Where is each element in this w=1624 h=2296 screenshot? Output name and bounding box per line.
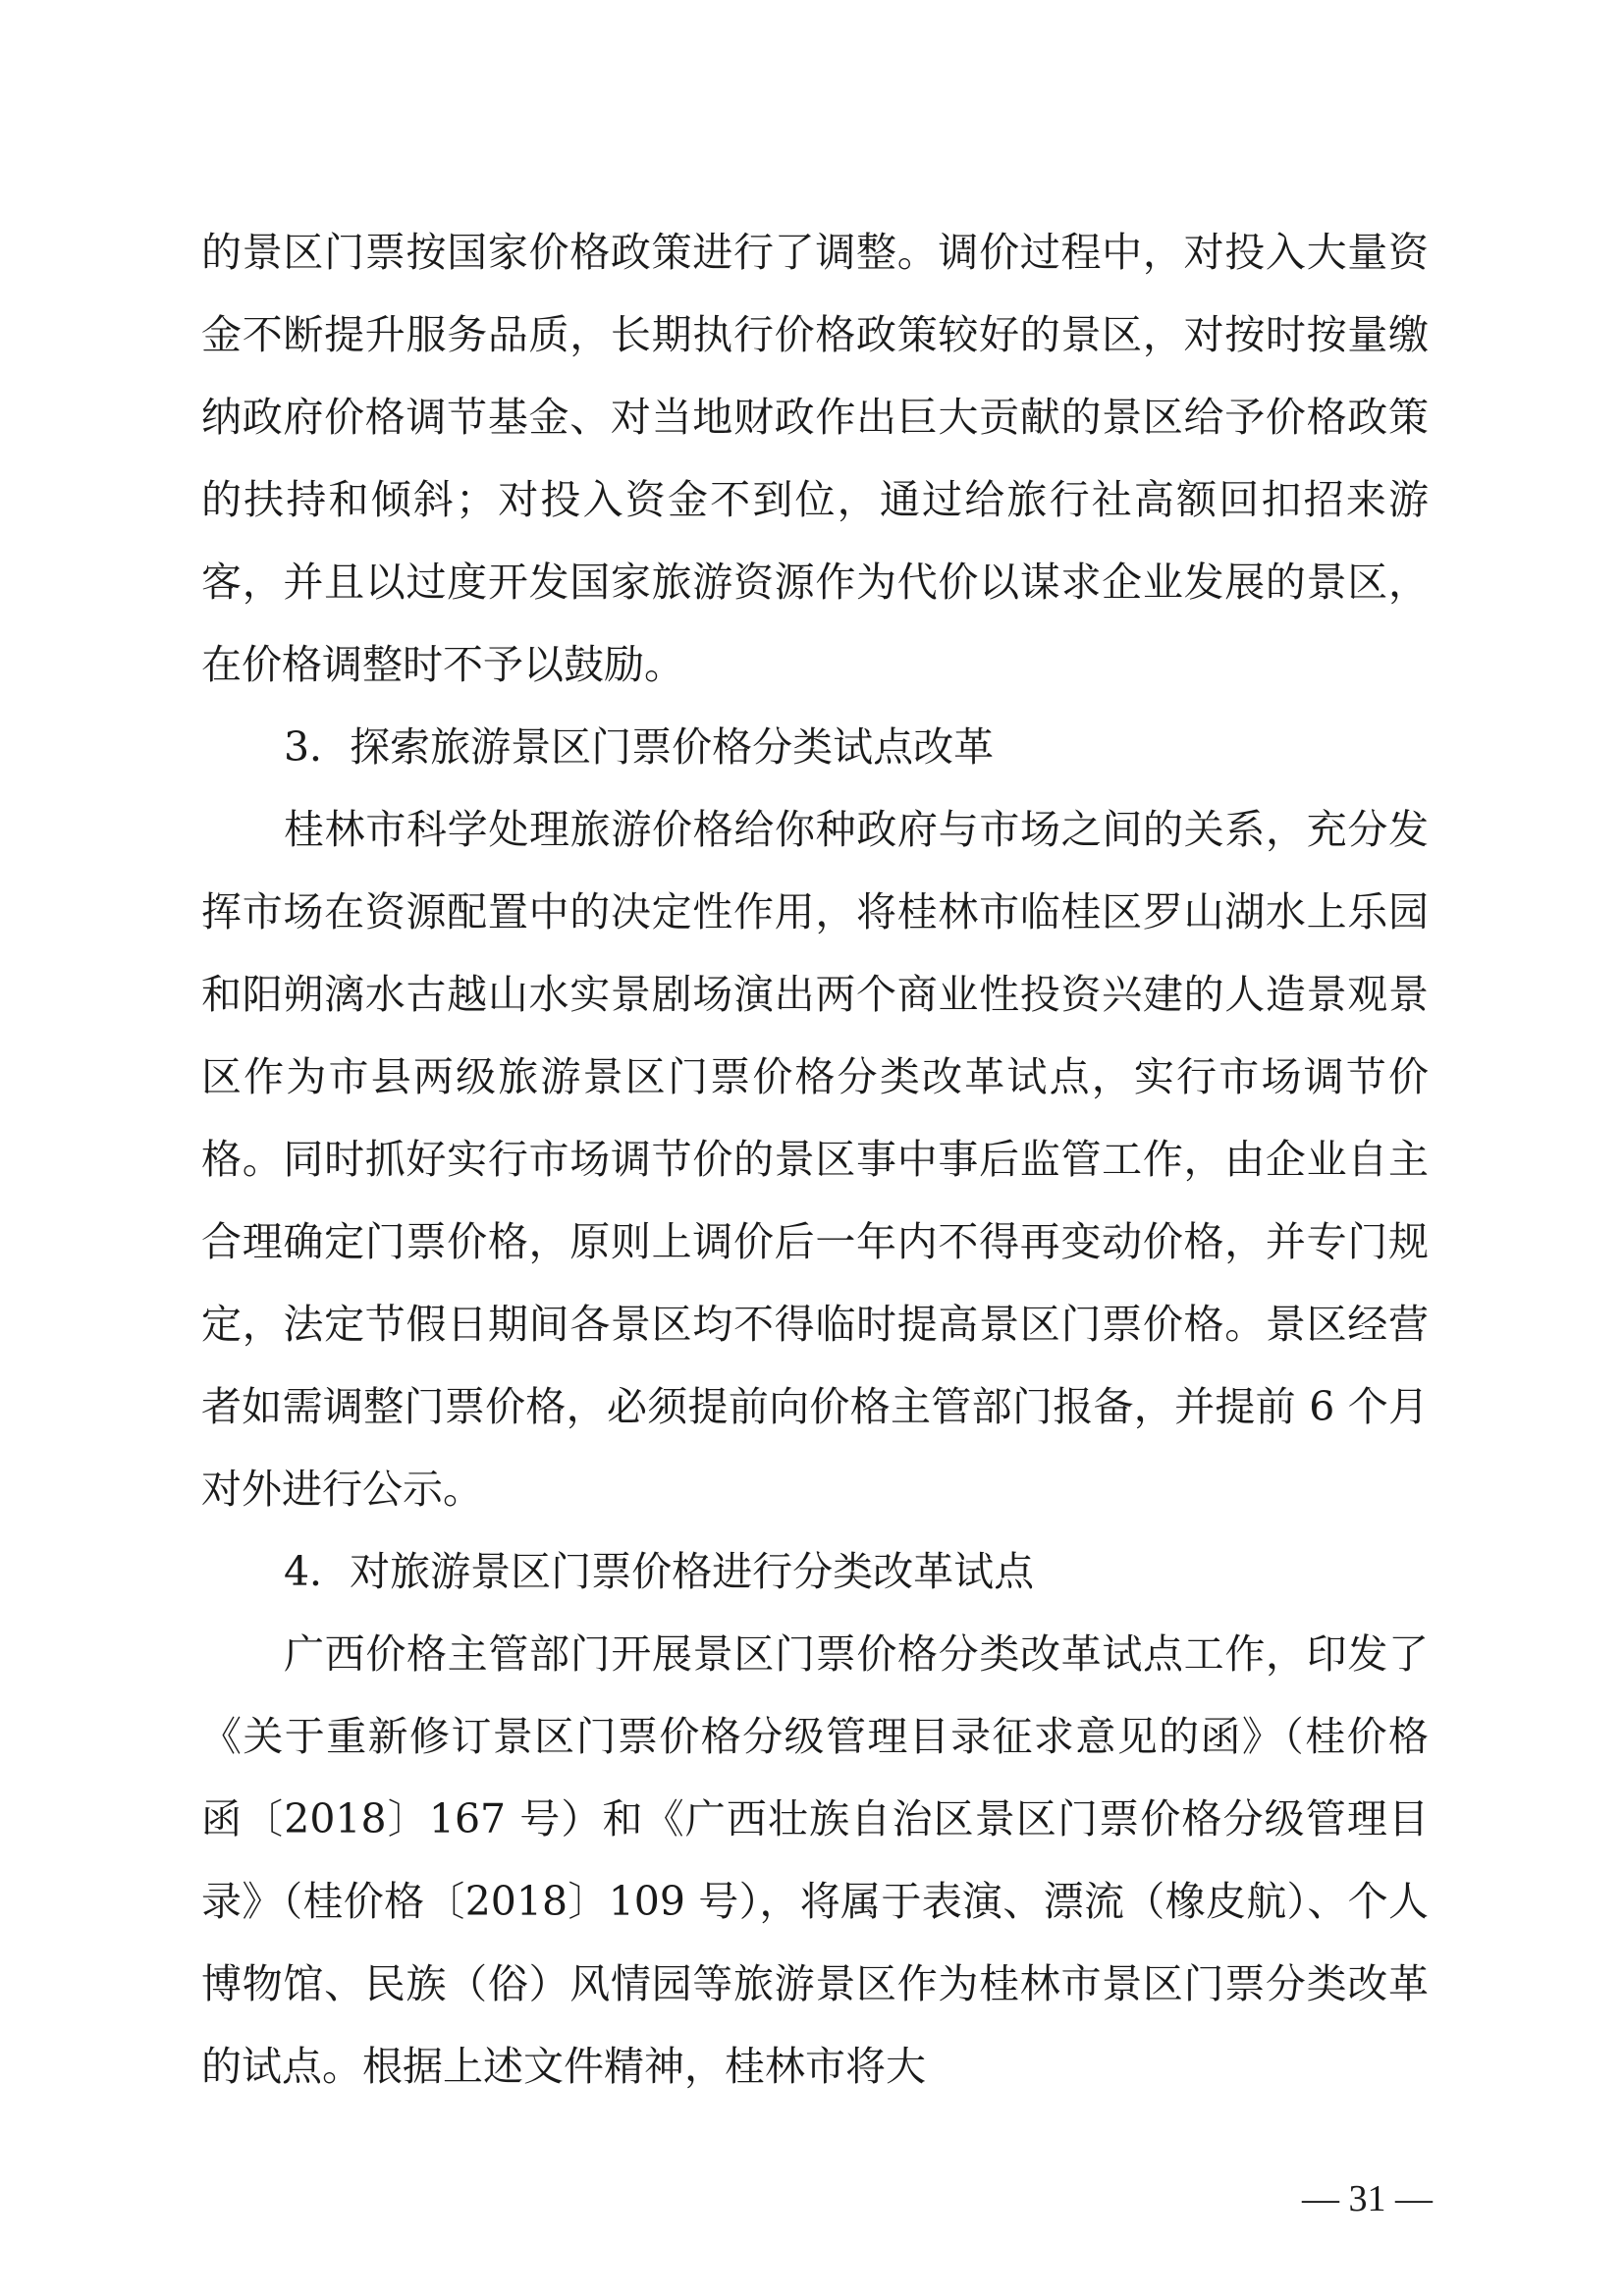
paragraph-section-3-body: 桂林市科学处理旅游价格给你种政府与市场之间的关系，充分发挥市场在资源配置中的决定性作用，将桂林市临桂区罗山湖水上乐园和阳朔漓水古越山水实景剧场演出两个商业性投资兴建的人造景观景区作为市县两级旅游景区门票价格分类改革试点，实行市场调节价格。同时抓好实行市场调节价的景区事中事后监管工作，由企业自主合理确定门票价格，原则上调价后一年内不得再变动价格，并专门规定，法定节假日期间各景区均不得临时提高景区门票价格。景区经营者如需调整门票价格，必须提前向价格主管部门报备，并提前 6 个月对外进行公示。: [201, 806, 1429, 1513]
paragraph-continuation: 的景区门票按国家价格政策进行了调整。调价过程中，对投入大量资金不断提升服务品质，长期执行价格政策较好的景区，对按时按量缴纳政府价格调节基金、对当地财政作出巨大贡献的景区给予价格政策的扶持和倾斜；对投入资金不到位，通过给旅行社高额回扣招来游客，并且以过度开发国家旅游资源作为代价以谋求企业发展的景区，在价格调整时不予以鼓励。: [201, 229, 1429, 688]
section-heading-4: 4．对旅游景区门票价格进行分类改革试点: [284, 1548, 1035, 1595]
section-heading-3: 3．探索旅游景区门票价格分类试点改革: [284, 723, 995, 771]
document-body: [201, 211, 1429, 2108]
page-number: — 31 —: [1302, 2178, 1433, 2219]
paragraph-section-4-body: 广西价格主管部门开展景区门票价格分类改革试点工作，印发了《关于重新修订景区门票价格分级管理目录征求意见的函》（桂价格函〔2018〕167 号）和《广西壮族自治区景区门票价格分级管理目录》（桂价格〔2018〕109 号），将属于表演、漂流（橡皮航）、个人博物馆、民族（俗）风情园等旅游景区作为桂林市景区门票分类改革的试点。根据上述文件精神，桂林市将大: [201, 1630, 1429, 2090]
